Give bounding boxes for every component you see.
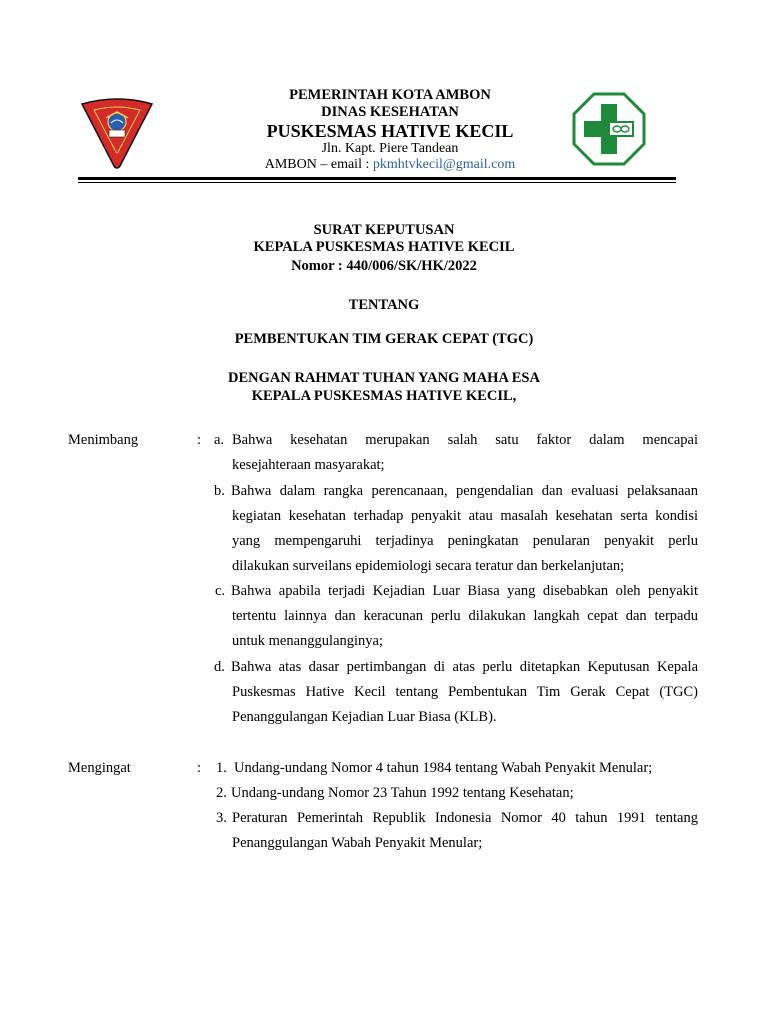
decree-tentang: TENTANG: [348, 297, 420, 313]
menimbang-c-line-2: tertentu lainnya dan keracunan perlu dilakukan langkah cepat dan terpadu: [232, 608, 698, 624]
city-emblem-icon: [80, 96, 154, 170]
menimbang-c-line-3: untuk menanggulanginya;: [232, 633, 384, 649]
letterhead-contact: [180, 157, 600, 173]
preamble-line-1: DENGAN RAHMAT TUHAN YANG MAHA ESA: [228, 370, 540, 386]
menimbang-d-line-2: Puskesmas Hative Kecil tentang Pembentukan Tim Gerak Cepat (TGC): [232, 684, 698, 700]
mengingat-1-line-1: Undang-undang Nomor 4 tahun 1984 tentang Wabah Penyakit Menular;: [234, 760, 653, 776]
letterhead-divider-thick: [78, 177, 676, 180]
menimbang-c-marker: c.: [215, 583, 226, 599]
mengingat-3-marker: 3.: [216, 810, 227, 826]
mengingat-1-marker: 1.: [216, 760, 227, 776]
mengingat-3-line-2: Penanggulangan Wabah Penyakit Menular;: [232, 835, 483, 851]
mengingat-label: Mengingat: [68, 760, 131, 776]
letterhead-department: DINAS KESEHATAN: [321, 104, 459, 120]
menimbang-a-line-2: kesejahteraan masyarakat;: [232, 457, 385, 473]
mengingat-3-line-1: Peraturan Pemerintah Republik Indonesia Nomor 40 tahun 1991 tentang: [232, 810, 698, 826]
email-link[interactable]: pkmhtvkecil@gmail.com: [372, 157, 516, 172]
preamble-line-2: KEPALA PUSKESMAS HATIVE KECIL,: [251, 388, 517, 404]
menimbang-colon: :: [197, 432, 202, 448]
menimbang-a-marker: a.: [214, 432, 225, 448]
menimbang-c-line-1: Bahwa apabila terjadi Kejadian Luar Biasa yang disebabkan oleh penyakit: [231, 583, 698, 599]
menimbang-b-line-3: yang mempengaruhi terjadinya peningkatan penularan penyakit perlu: [232, 533, 698, 549]
letterhead-divider-thin: [78, 182, 676, 183]
letterhead-government: PEMERINTAH KOTA AMBON: [289, 87, 491, 103]
mengingat-2-line-1: Undang-undang Nomor 23 Tahun 1992 tentang Kesehatan;: [231, 785, 574, 801]
decree-title: SURAT KEPUTUSAN: [313, 222, 455, 238]
menimbang-b-line-1: Bahwa dalam rangka perencanaan, pengendalian dan evaluasi pelaksanaan: [231, 483, 698, 499]
menimbang-b-line-2: kegiatan kesehatan terhadap penyakit atau masalah kesehatan serta kondisi: [232, 508, 698, 524]
decree-issuer: KEPALA PUSKESMAS HATIVE KECIL: [253, 239, 515, 255]
menimbang-label: Menimbang: [68, 432, 139, 448]
decree-number: Nomor : 440/006/SK/HK/2022: [291, 258, 477, 274]
menimbang-d-marker: d.: [214, 659, 225, 675]
menimbang-a-line-1: Bahwa kesehatan merupakan salah satu faktor dalam mencapai: [232, 432, 698, 448]
mengingat-colon: :: [197, 760, 202, 776]
letterhead-institution: PUSKESMAS HATIVE KECIL: [266, 121, 514, 141]
decree-subject: PEMBENTUKAN TIM GERAK CEPAT (TGC): [234, 331, 534, 347]
letterhead-address: Jln. Kapt. Piere Tandean: [321, 141, 459, 156]
menimbang-b-line-4: dilakukan surveilans epidemiologi secara teratur dan berkelanjutan;: [232, 558, 625, 574]
menimbang-b-marker: b.: [214, 483, 225, 499]
menimbang-d-line-1: Bahwa atas dasar pertimbangan di atas perlu ditetapkan Keputusan Kepala: [231, 659, 698, 675]
city-email-label: AMBON – email :: [264, 157, 373, 172]
menimbang-d-line-3: Penanggulangan Kejadian Luar Biasa (KLB).: [232, 709, 497, 725]
mengingat-2-marker: 2.: [216, 785, 227, 801]
